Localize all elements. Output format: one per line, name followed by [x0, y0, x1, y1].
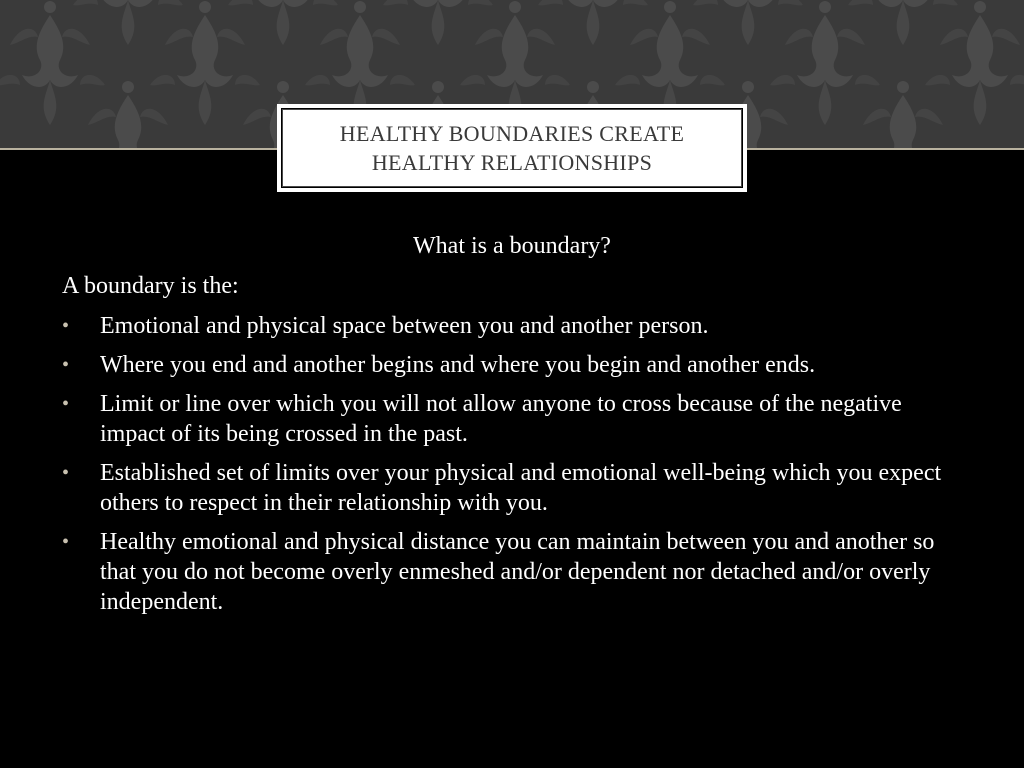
- bullet-dot-icon: •: [62, 462, 70, 484]
- bullet-list: [62, 311, 962, 617]
- bullet-text: Emotional and physical space between you and another person.: [100, 313, 709, 339]
- bullet-text: Healthy emotional and physical distance you can maintain between you and another so that you do not become overly enmeshed and/or dependent nor detached and/or overly independent.: [100, 529, 935, 615]
- bullet-item: [62, 350, 962, 380]
- bullet-text: Limit or line over which you will not allow anyone to cross because of the negative impact of its being crossed in the past.: [100, 391, 902, 447]
- slide-subtitle: What is a boundary?: [413, 233, 611, 259]
- bullet-text: Established set of limits over your physical and emotional well-being which you expect others to respect in their relationship with you.: [100, 460, 942, 516]
- bullet-dot-icon: •: [62, 315, 70, 337]
- slide-body: [62, 231, 962, 626]
- bullet-text: Where you end and another begins and where you begin and another ends.: [100, 352, 816, 378]
- bullet-item: [62, 311, 962, 341]
- slide-title: HEALTHY BOUNDARIES CREATE HEALTHY RELATIONSHIPS: [339, 121, 685, 175]
- bullet-dot-icon: •: [62, 393, 70, 415]
- bullet-item: [62, 389, 962, 449]
- lead-text: A boundary is the:: [62, 273, 239, 299]
- bullet-item: [62, 527, 962, 617]
- bullet-dot-icon: •: [62, 354, 70, 376]
- title-box: [277, 104, 747, 192]
- bullet-dot-icon: •: [62, 531, 70, 553]
- bullet-item: [62, 458, 962, 518]
